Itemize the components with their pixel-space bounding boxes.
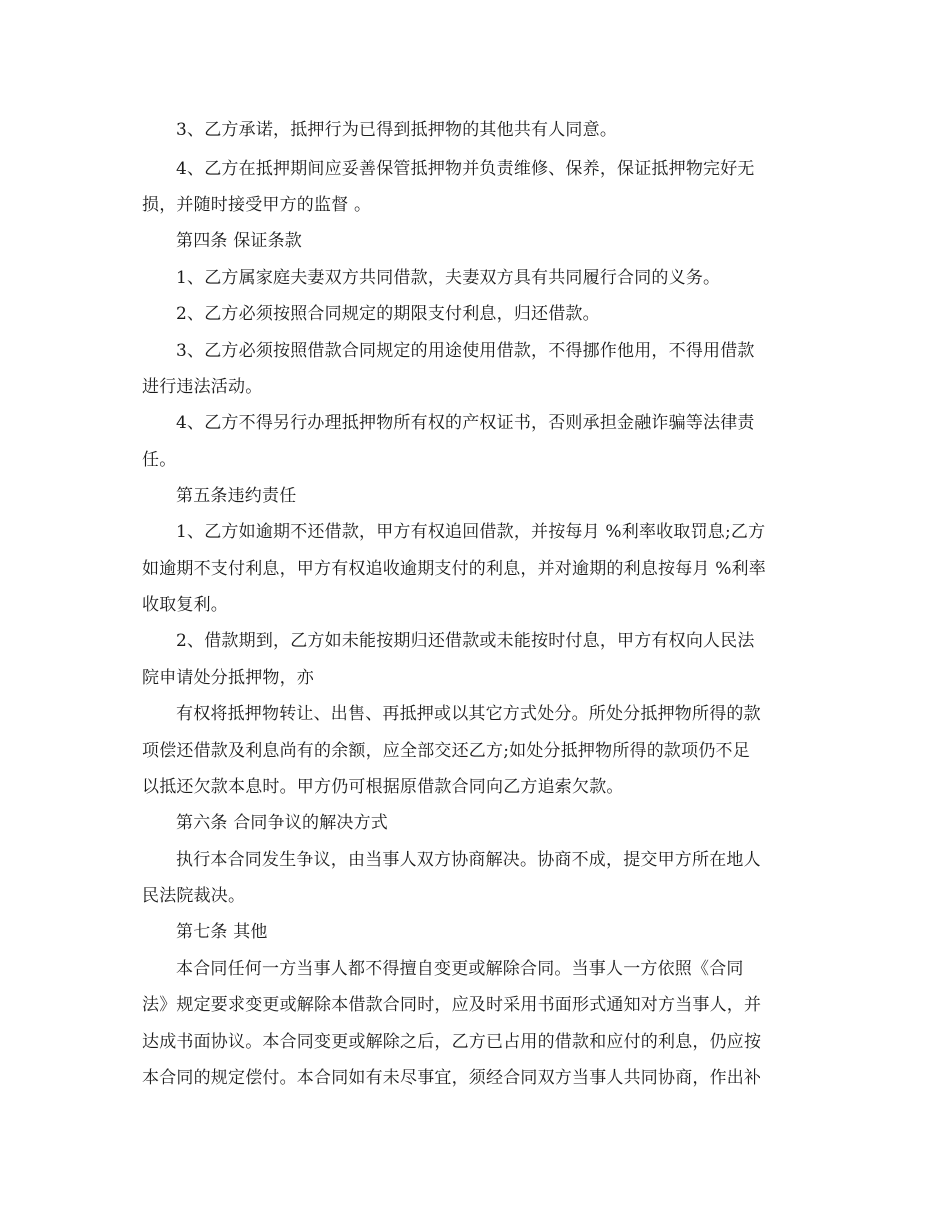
clause-5-1-line-1: 1、乙方如逾期不还借款，甲方有权追回借款，并按每月 %利率收取罚息;乙方 bbox=[176, 522, 766, 542]
clause-4-1: 1、乙方属家庭夫妻双方共同借款，夫妻双方具有共同履行合同的义务。 bbox=[176, 268, 721, 288]
clause-4-4-line-2: 任。 bbox=[142, 450, 177, 470]
article-4-heading: 第四条 保证条款 bbox=[176, 231, 303, 251]
article-5-heading: 第五条违约责任 bbox=[176, 486, 297, 506]
article-6-text-line-2: 民法院裁决。 bbox=[142, 886, 246, 906]
clause-5-2-line-5: 以抵还欠款本息时。甲方仍可根据原借款合同向乙方追索欠款。 bbox=[142, 777, 624, 797]
clause-5-1-line-2: 如逾期不支付利息，甲方有权追收逾期支付的利息，并对逾期的利息按每月 %利率 bbox=[142, 559, 766, 579]
article-7-heading: 第七条 其他 bbox=[176, 922, 268, 942]
clause-3-4-line-2: 损，并随时接受甲方的监督 。 bbox=[142, 195, 372, 215]
article-7-text-line-1: 本合同任何一方当事人都不得擅自变更或解除合同。当事人一方依照《合同 bbox=[176, 959, 744, 979]
clause-5-1-line-3: 收取复利。 bbox=[142, 595, 228, 615]
clause-4-3-line-2: 进行违法活动。 bbox=[142, 377, 263, 397]
clause-3-3: 3、乙方承诺，抵押行为已得到抵押物的其他共有人同意。 bbox=[176, 120, 618, 140]
article-7-text-line-3: 达成书面协议。本合同变更或解除之后，乙方已占用的借款和应付的利息，仍应按 bbox=[142, 1032, 762, 1052]
article-6-text-line-1: 执行本合同发生争议，由当事人双方协商解决。协商不成，提交甲方所在地人 bbox=[176, 850, 761, 870]
clause-3-4-line-1: 4、乙方在抵押期间应妥善保管抵押物并负责维修、保养，保证抵押物完好无 bbox=[176, 159, 755, 179]
article-7-text-line-4: 本合同的规定偿付。本合同如有未尽事宜，须经合同双方当事人共同协商，作出补 bbox=[142, 1068, 762, 1088]
clause-5-2-line-1: 2、借款期到，乙方如未能按期归还借款或未能按时付息，甲方有权向人民法 bbox=[176, 631, 755, 651]
clause-5-2-line-3: 有权将抵押物转让、出售、再抵押或以其它方式处分。所处分抵押物所得的款 bbox=[176, 704, 761, 724]
clause-4-2: 2、乙方必须按照合同规定的期限支付利息，归还借款。 bbox=[176, 304, 600, 324]
clause-4-3-line-1: 3、乙方必须按照借款合同规定的用途使用借款，不得挪作他用，不得用借款 bbox=[176, 341, 755, 361]
article-6-heading: 第六条 合同争议的解决方式 bbox=[176, 813, 389, 833]
clause-5-2-line-4: 项偿还借款及利息尚有的余额，应全部交还乙方;如处分抵押物所得的款项仍不足 bbox=[142, 741, 750, 761]
clause-5-2-line-2: 院申请处分抵押物，亦 bbox=[142, 668, 314, 688]
clause-4-4-line-1: 4、乙方不得另行办理抵押物所有权的产权证书，否则承担金融诈骗等法律责 bbox=[176, 413, 755, 433]
article-7-text-line-2: 法》规定要求变更或解除本借款合同时，应及时采用书面形式通知对方当事人，并 bbox=[142, 995, 762, 1015]
